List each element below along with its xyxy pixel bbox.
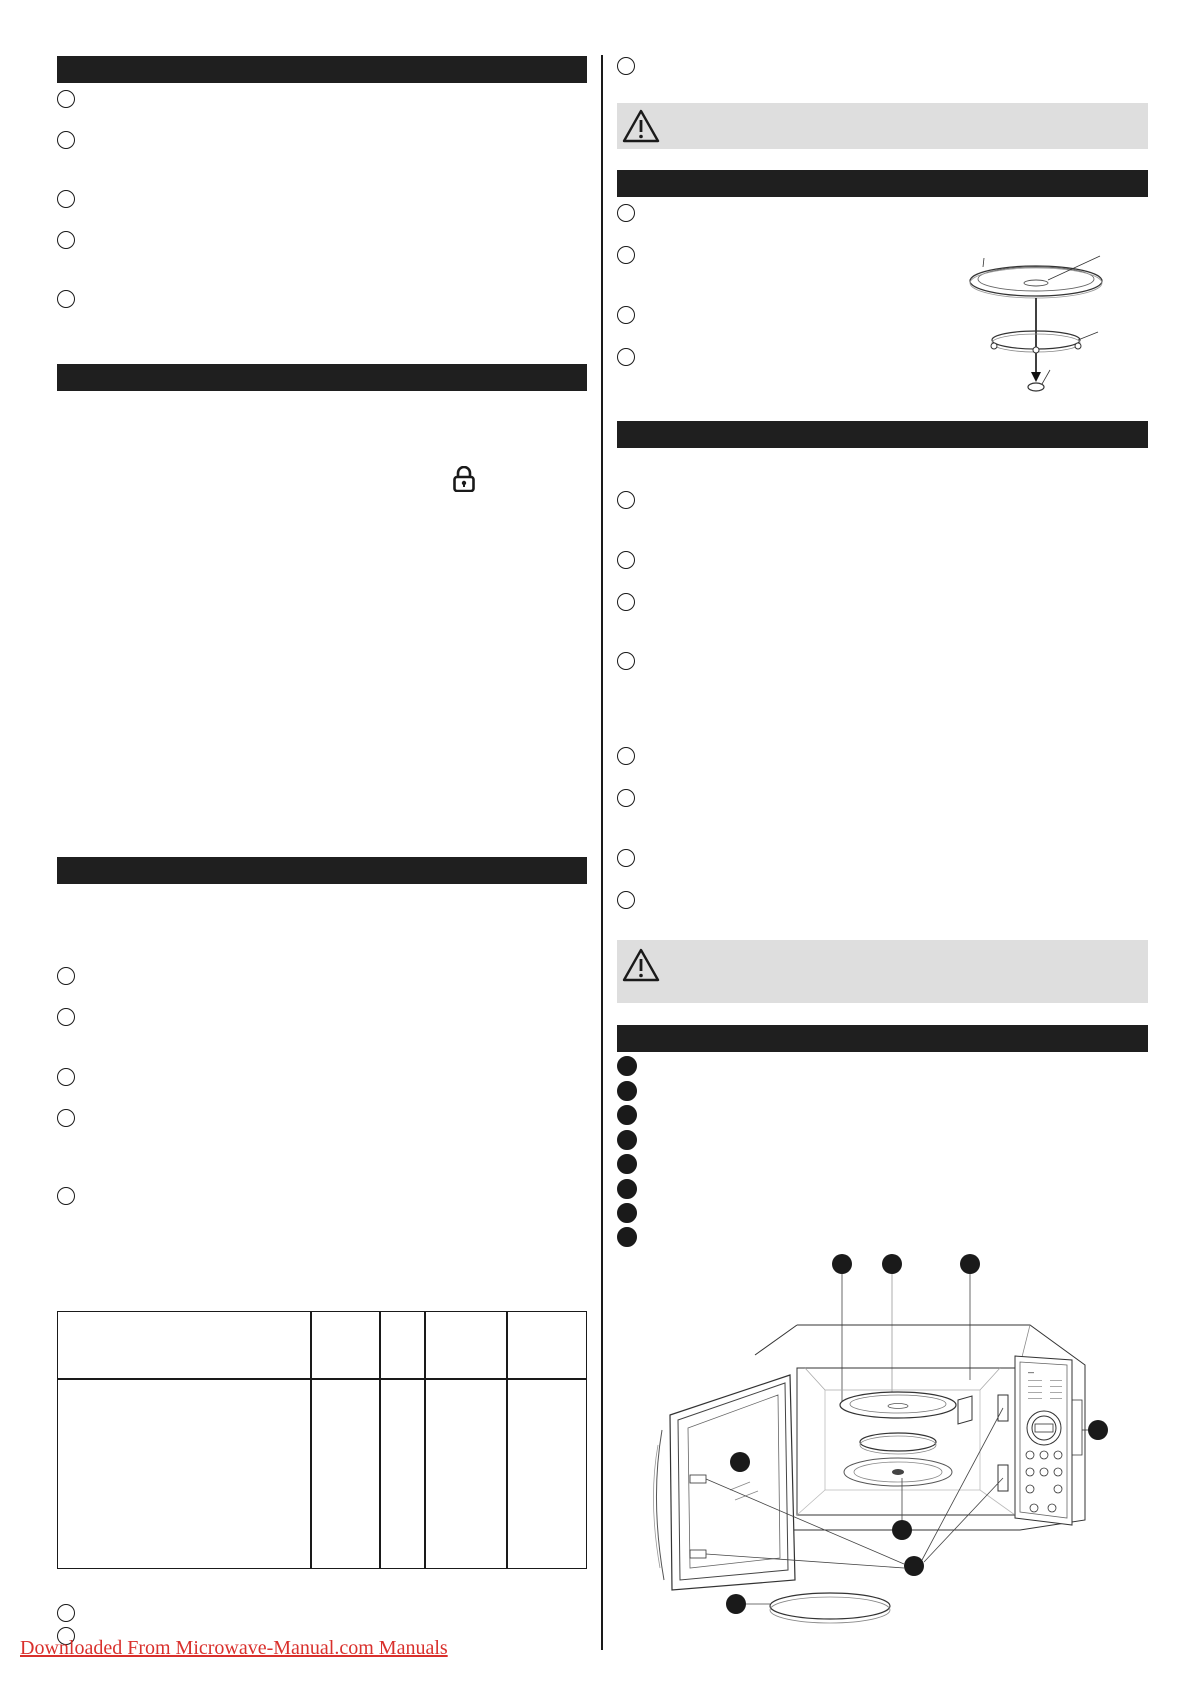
bullet-circle [617,789,635,807]
bullet-circle [617,57,635,75]
bullet-circle [617,551,635,569]
bullet-circle [57,131,75,149]
parts-list-marker [617,1179,637,1199]
bullet-circle [617,491,635,509]
bullet-circle [617,306,635,324]
callout-marker [730,1452,750,1472]
table-column-divider [424,1312,426,1568]
bullet-circle [57,190,75,208]
warning-triangle-icon [621,947,661,983]
bullet-circle [57,231,75,249]
parts-list-marker [617,1056,637,1076]
section-bar-1 [57,56,587,83]
bullet-circle [57,90,75,108]
warning-triangle-icon [621,108,661,144]
bullet-circle [57,1604,75,1622]
bullet-circle [617,747,635,765]
bullet-circle [57,1008,75,1026]
callout-marker [832,1254,852,1274]
table-column-divider [379,1312,381,1568]
callout-marker [892,1520,912,1540]
microwave-parts-illustration [640,1250,1120,1635]
callout-marker [1088,1420,1108,1440]
bullet-circle [57,1109,75,1127]
callout-marker [904,1556,924,1576]
bullet-circle [617,348,635,366]
table-column-divider [506,1312,508,1568]
parts-list-marker [617,1105,637,1125]
column-divider [601,55,603,1650]
turntable-assembly-illustration [966,250,1106,400]
lock-icon [452,466,476,492]
section-bar-3 [57,857,587,884]
section-bar-4 [617,170,1148,197]
bullet-circle [617,246,635,264]
bullet-circle [57,1187,75,1205]
parts-list-marker [617,1081,637,1101]
warning-box-1 [617,103,1148,149]
bullet-circle [617,891,635,909]
parts-list-marker [617,1130,637,1150]
bullet-circle [617,204,635,222]
warning-box-2 [617,940,1148,1003]
specification-table [57,1311,587,1569]
callout-marker [882,1254,902,1274]
parts-list-marker [617,1154,637,1174]
bullet-circle [617,849,635,867]
download-source-link[interactable]: Downloaded From Microwave-Manual.com Manuals [20,1637,448,1659]
section-bar-6 [617,1025,1148,1052]
bullet-circle [57,967,75,985]
parts-list-marker [617,1203,637,1223]
bullet-circle [617,652,635,670]
bullet-circle [57,290,75,308]
parts-list-marker [617,1227,637,1247]
table-column-divider [310,1312,312,1568]
section-bar-5 [617,421,1148,448]
callout-marker [960,1254,980,1274]
bullet-circle [57,1068,75,1086]
callout-marker [726,1594,746,1614]
bullet-circle [617,593,635,611]
section-bar-2 [57,364,587,391]
